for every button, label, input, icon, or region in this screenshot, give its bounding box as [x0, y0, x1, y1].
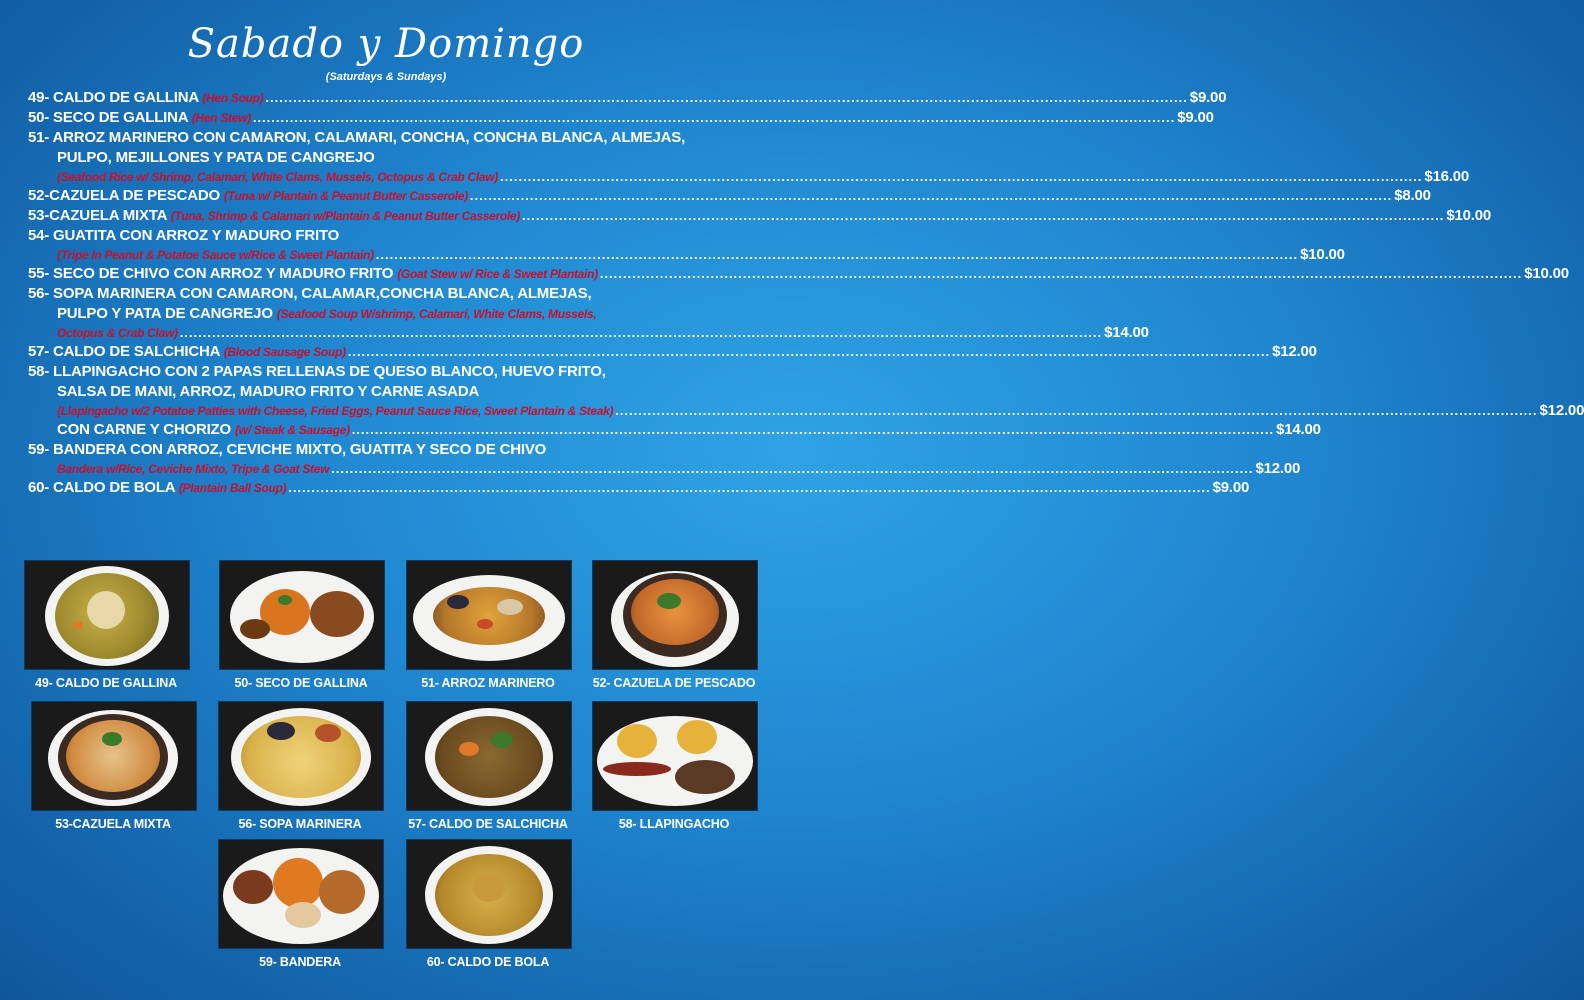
menu-item-57	[28, 342, 1317, 362]
item-price: $9.00	[1212, 479, 1250, 496]
photo-caption: 53-CAZUELA MIXTA	[55, 817, 171, 831]
item-description: (Hen Stew)	[191, 111, 251, 125]
item-description: (Tuna w/ Plantain & Peanut Butter Casserole)	[223, 189, 468, 203]
menu-subtitle: (Saturdays & Sundays)	[325, 71, 447, 83]
dish-photo	[592, 560, 758, 670]
photo-card-57	[406, 701, 570, 831]
item-price: $9.00	[1177, 109, 1214, 126]
menu-item-52	[28, 186, 1431, 206]
photo-card-49	[24, 560, 188, 690]
item-description-cont: Octopus & Crab Claw)	[57, 326, 178, 340]
photo-caption: 58- LLAPINGACHO	[618, 817, 730, 831]
item-description: (Tuna, Shrimp & Calamari w/Plantain & Peanut Butter Casserole)	[170, 209, 520, 223]
menu-item-54	[28, 226, 1345, 264]
photo-card-58	[592, 701, 756, 831]
dot-leader	[470, 186, 1392, 206]
item-price: $12.00	[1255, 460, 1301, 477]
photo-card-50	[219, 560, 383, 690]
photo-caption: 52- CAZUELA DE PESCADO	[592, 676, 756, 690]
item-price: $10.00	[1300, 246, 1345, 263]
item-name-cont: PULPO Y PATA DE CANGREJO	[57, 305, 273, 322]
item-description: (Seafood Rice w/ Shrimp, Calamari, White Clams, Mussels, Octopus & Crab Claw)	[57, 170, 499, 184]
dot-leader	[265, 88, 1187, 108]
menu-item-55	[28, 264, 1569, 284]
item-description: (Hen Soup)	[202, 91, 264, 105]
dish-photo	[219, 560, 385, 670]
dot-leader	[522, 206, 1444, 226]
dish-photo	[218, 701, 384, 811]
menu-item-51	[28, 128, 1470, 186]
item-price: $12.00	[1272, 343, 1317, 360]
menu-item-59	[28, 440, 1301, 478]
photo-card-52	[592, 560, 756, 690]
item-name: 50- SECO DE GALLINA	[28, 109, 188, 126]
photo-caption: 57- CALDO DE SALCHICHA	[408, 817, 568, 831]
item-name: 55- SECO DE CHIVO CON ARROZ Y MADURO FRITO	[28, 265, 394, 282]
menu-item-60	[28, 478, 1250, 498]
item-price: $10.00	[1524, 265, 1569, 282]
item-name-cont: PULPO, MEJILLONES Y PATA DE CANGREJO	[57, 149, 375, 166]
dish-photo	[406, 560, 572, 670]
photo-caption: 49- CALDO DE GALLINA	[35, 676, 177, 690]
dish-photo	[218, 839, 384, 949]
dot-leader	[376, 246, 1298, 263]
dot-leader	[288, 478, 1210, 498]
dish-photo	[592, 701, 758, 811]
item-name: 52-CAZUELA DE PESCADO	[28, 187, 220, 204]
item-name: 56- SOPA MARINERA CON CAMARON, CALAMAR,CONCHA BLANCA, ALMEJAS,	[28, 285, 592, 302]
item-description: (Plantain Ball Soup)	[178, 481, 287, 495]
photo-caption: 59- BANDERA	[259, 955, 341, 969]
item-name: 54- GUATITA CON ARROZ Y MADURO FRITO	[28, 227, 340, 244]
dot-leader	[253, 108, 1175, 128]
dot-leader	[500, 168, 1422, 185]
dot-leader	[331, 460, 1253, 477]
item-name: 60- CALDO DE BOLA	[28, 479, 175, 496]
item-name: 51- ARROZ MARINERO CON CAMARON, CALAMARI, CONCHA, CONCHA BLANCA, ALMEJAS,	[28, 129, 686, 146]
item-description: Bandera w/Rice, Ceviche Mixto, Tripe & Goat Stew	[57, 462, 330, 476]
photo-card-51	[406, 560, 570, 690]
dot-leader	[180, 324, 1102, 341]
item-name-cont: SALSA DE MANI, ARROZ, MADURO FRITO Y CARNE ASADA	[57, 383, 480, 400]
dot-leader	[600, 264, 1522, 284]
item-price: $16.00	[1424, 168, 1470, 185]
photo-caption: 50- SECO DE GALLINA	[234, 676, 368, 690]
item-name: 59- BANDERA CON ARROZ, CEVICHE MIXTO, GUATITA Y SECO DE CHIVO	[28, 441, 547, 458]
item-name: 58- LLAPINGACHO CON 2 PAPAS RELLENAS DE QUESO BLANCO, HUEVO FRITO,	[28, 363, 606, 380]
item-description: (Blood Sausage Soup)	[223, 345, 346, 359]
photo-card-56	[218, 701, 382, 831]
menu-item-49	[28, 88, 1227, 108]
menu-list	[28, 88, 1584, 498]
photo-card-60	[406, 839, 570, 969]
dot-leader	[615, 402, 1537, 419]
item-description: (Goat Stew w/ Rice & Sweet Plantain)	[397, 267, 598, 281]
item-price: $14.00	[1104, 324, 1149, 341]
item-price: $9.00	[1189, 89, 1227, 106]
menu-title: Sabado y Domingo	[187, 21, 585, 67]
item-price: $12.00	[1539, 402, 1584, 419]
photo-caption: 51- ARROZ MARINERO	[421, 676, 555, 690]
menu-item-58-variant	[28, 420, 1321, 440]
dish-photo	[406, 839, 572, 949]
item-description: (Tripe In Peanut & Potatoe Sauce w/Rice & Sweet Plantain)	[57, 248, 374, 262]
menu-item-58	[28, 362, 1584, 440]
item-description: (Llapingacho w/2 Potatoe Patties with Cheese, Fried Eggs, Peanut Sauce Rice, Sweet Plantain & Steak)	[57, 404, 614, 418]
item-price: $8.00	[1394, 187, 1431, 204]
menu-item-53	[28, 206, 1492, 226]
dish-photo	[24, 560, 190, 670]
dot-leader	[352, 420, 1274, 440]
variant-name: CON CARNE Y CHORIZO	[57, 421, 231, 438]
dot-leader	[348, 342, 1270, 362]
variant-description: (w/ Steak & Sausage)	[234, 423, 350, 437]
dish-photo	[406, 701, 572, 811]
photo-card-53	[31, 701, 195, 831]
dish-photo	[31, 701, 197, 811]
photo-caption: 60- CALDO DE BOLA	[426, 955, 550, 969]
menu-item-50	[28, 108, 1214, 128]
photo-caption: 56- SOPA MARINERA	[238, 817, 362, 831]
item-name: 49- CALDO DE GALLINA	[28, 89, 199, 106]
item-description: (Seafood Soup W/shrimp, Calamari, White Clams, Mussels,	[276, 307, 597, 321]
item-price: $10.00	[1446, 207, 1492, 224]
photo-card-59	[218, 839, 382, 969]
variant-price: $14.00	[1276, 421, 1321, 438]
item-name: 57- CALDO DE SALCHICHA	[28, 343, 220, 360]
item-name: 53-CAZUELA MIXTA	[28, 207, 167, 224]
menu-item-56	[28, 284, 1149, 342]
